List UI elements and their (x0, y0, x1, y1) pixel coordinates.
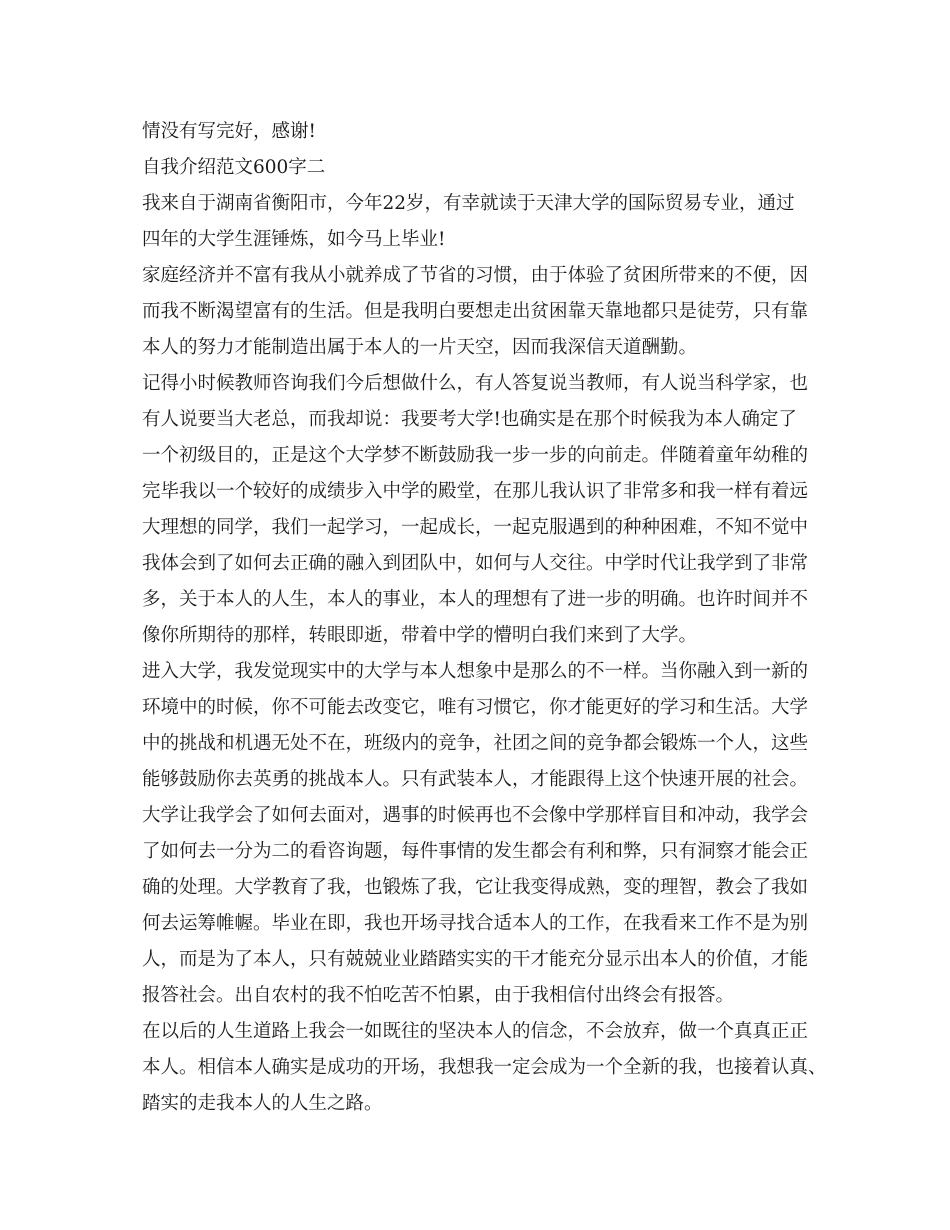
text-line: 能够鼓励你去英勇的挑战本人。只有武装本人，才能跟得上这个快速开展的社会。 (142, 769, 809, 790)
text-line: 我体会到了如何去正确的融入到团队中，如何与人交往。中学时代让我学到了非常 (142, 553, 809, 574)
text-line: 人，而是为了本人，只有兢兢业业踏踏实实的干才能充分显示出本人的价值，才能 (142, 949, 809, 970)
text-line: 在以后的人生道路上我会一如既往的坚决本人的信念，不会放弃，做一个真真正正 (142, 1021, 809, 1042)
text-line: 而我不断渴望富有的生活。但是我明白要想走出贫困靠天靠地都只是徒劳，只有靠 (142, 301, 809, 322)
text-line: 像你所期待的那样，转眼即逝，带着中学的懵明白我们来到了大学。 (142, 625, 698, 646)
text-line: 我来自于湖南省衡阳市，今年22岁，有幸就读于天津大学的国际贸易专业，通过 (142, 193, 795, 214)
text-line: 有人说要当大老总，而我却说：我要考大学!也确实是在那个时候我为本人确定了 (142, 409, 797, 430)
text-line: 报答社会。出自农村的我不怕吃苦不怕累，由于我相信付出终会有报答。 (142, 985, 735, 1006)
text-line: 完毕我以一个较好的成绩步入中学的殿堂，在那儿我认识了非常多和我一样有着远 (142, 481, 809, 502)
text-line: 大理想的同学，我们一起学习，一起成长，一起克服遇到的种种困难，不知不觉中 (142, 517, 809, 538)
text-line: 记得小时候教师咨询我们今后想做什么，有人答复说当教师，有人说当科学家，也 (142, 373, 809, 394)
text-line: 确的处理。大学教育了我，也锻炼了我，它让我变得成熟，变的理智，教会了我如 (142, 877, 809, 898)
text-line: 一个初级目的，正是这个大学梦不断鼓励我一步一步的向前走。伴随着童年幼稚的 (142, 445, 809, 466)
text-line: 踏实的走我本人的人生之路。 (142, 1093, 383, 1114)
text-line: 进入大学，我发觉现实中的大学与本人想象中是那么的不一样。当你融入到一新的 (142, 661, 809, 682)
text-line: 了如何去一分为二的看咨询题，每件事情的发生都会有利和弊，只有洞察才能会正 (142, 841, 809, 862)
text-line: 家庭经济并不富有我从小就养成了节省的习惯，由于体验了贫困所带来的不便，因 (142, 265, 809, 286)
text-line: 四年的大学生涯锤炼，如今马上毕业! (142, 229, 446, 250)
text-line: 情没有写完好，感谢! (142, 121, 316, 142)
text-line: 环境中的时候，你不可能去改变它，唯有习惯它，你才能更好的学习和生活。大学 (142, 697, 809, 718)
text-line: 大学让我学会了如何去面对，遇事的时候再也不会像中学那样盲目和冲动，我学会 (142, 805, 809, 826)
section-heading: 自我介绍范文600字二 (142, 157, 326, 178)
text-line: 本人的努力才能制造出属于本人的一片天空，因而我深信天道酬勤。 (142, 337, 698, 358)
text-line: 多，关于本人的人生，本人的事业，本人的理想有了进一步的明确。也许时间并不 (142, 589, 809, 610)
text-line: 中的挑战和机遇无处不在，班级内的竞争，社团之间的竞争都会锻炼一个人，这些 (142, 733, 809, 754)
document-body (142, 114, 827, 1122)
text-line: 何去运筹帷幄。毕业在即，我也开场寻找合适本人的工作，在我看来工作不是为别 (142, 913, 809, 934)
text-line: 本人。相信本人确实是成功的开场，我想我一定会成为一个全新的我，也接着认真、 (142, 1057, 827, 1078)
